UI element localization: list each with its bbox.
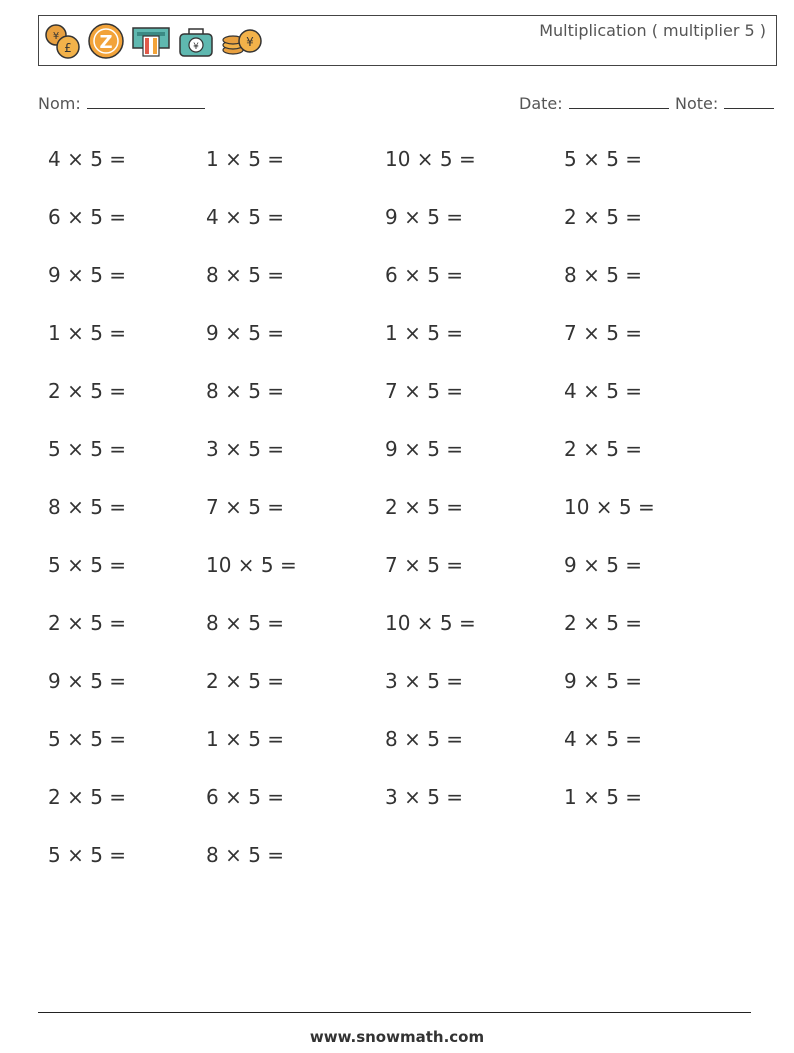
problem-item: 8 × 5 =	[385, 727, 464, 751]
problem-item: 1 × 5 =	[206, 147, 285, 171]
zcash-coin-icon	[87, 22, 125, 60]
problem-item: 3 × 5 =	[206, 437, 285, 461]
problem-item: 10 × 5 =	[206, 553, 297, 577]
problem-item: 8 × 5 =	[206, 611, 285, 635]
problem-item: 8 × 5 =	[564, 263, 643, 287]
problem-item: 4 × 5 =	[564, 379, 643, 403]
problem-item: 7 × 5 =	[206, 495, 285, 519]
date-label: Date:	[519, 94, 563, 113]
problem-item: 2 × 5 =	[206, 669, 285, 693]
problem-item: 7 × 5 =	[385, 553, 464, 577]
svg-text:¥: ¥	[246, 35, 254, 49]
problem-item: 9 × 5 =	[385, 205, 464, 229]
problem-item: 1 × 5 =	[48, 321, 127, 345]
name-field	[38, 94, 205, 113]
name-label: Nom:	[38, 94, 81, 113]
problem-item: 5 × 5 =	[564, 147, 643, 171]
date-blank	[569, 94, 669, 109]
worksheet-header	[38, 15, 777, 66]
problem-item: 2 × 5 =	[564, 611, 643, 635]
footer-site: www.snowmath.com	[309, 1028, 485, 1046]
score-blank	[724, 94, 774, 109]
problem-item: 10 × 5 =	[385, 611, 476, 635]
problem-item: 5 × 5 =	[48, 553, 127, 577]
problem-item: 5 × 5 =	[48, 437, 127, 461]
date-field	[519, 94, 669, 113]
money-bag-yen-icon	[177, 22, 215, 60]
svg-text:Z: Z	[99, 32, 113, 53]
problem-item: 5 × 5 =	[48, 843, 127, 867]
score-field	[675, 94, 774, 113]
problem-item: 1 × 5 =	[385, 321, 464, 345]
problem-item: 10 × 5 =	[385, 147, 476, 171]
icon-strip	[43, 22, 265, 60]
problem-item: 4 × 5 =	[48, 147, 127, 171]
problem-item: 3 × 5 =	[385, 669, 464, 693]
problem-item: 9 × 5 =	[564, 553, 643, 577]
problem-item: 7 × 5 =	[385, 379, 464, 403]
problem-item: 9 × 5 =	[385, 437, 464, 461]
problem-item: 9 × 5 =	[48, 263, 127, 287]
name-blank	[87, 94, 205, 109]
problem-item: 2 × 5 =	[564, 205, 643, 229]
problem-item: 4 × 5 =	[564, 727, 643, 751]
problem-item: 8 × 5 =	[48, 495, 127, 519]
problem-item: 10 × 5 =	[564, 495, 655, 519]
problem-item: 9 × 5 =	[48, 669, 127, 693]
worksheet-title: Multiplication ( multiplier 5 )	[539, 21, 766, 40]
svg-text:¥: ¥	[52, 31, 60, 42]
problem-item: 6 × 5 =	[385, 263, 464, 287]
problem-item: 5 × 5 =	[48, 727, 127, 751]
score-label: Note:	[675, 94, 719, 113]
problem-item: 6 × 5 =	[206, 785, 285, 809]
yen-coin-stack-icon	[221, 22, 265, 60]
problem-item: 8 × 5 =	[206, 263, 285, 287]
problem-item: 9 × 5 =	[564, 669, 643, 693]
problem-item: 2 × 5 =	[564, 437, 643, 461]
problem-item: 1 × 5 =	[564, 785, 643, 809]
problem-item: 4 × 5 =	[206, 205, 285, 229]
coins-pound-icon	[43, 22, 81, 60]
problem-item: 8 × 5 =	[206, 843, 285, 867]
svg-text:¥: ¥	[193, 42, 199, 52]
banknote-icon	[131, 22, 171, 60]
problem-item: 3 × 5 =	[385, 785, 464, 809]
problem-item: 9 × 5 =	[206, 321, 285, 345]
problem-item: 8 × 5 =	[206, 379, 285, 403]
footer-divider	[38, 1012, 751, 1013]
problem-item: 2 × 5 =	[48, 611, 127, 635]
problem-item: 6 × 5 =	[48, 205, 127, 229]
problem-item: 2 × 5 =	[48, 379, 127, 403]
problem-item: 2 × 5 =	[48, 785, 127, 809]
problem-item: 1 × 5 =	[206, 727, 285, 751]
svg-text:£: £	[64, 41, 72, 55]
problem-item: 7 × 5 =	[564, 321, 643, 345]
problem-item: 2 × 5 =	[385, 495, 464, 519]
